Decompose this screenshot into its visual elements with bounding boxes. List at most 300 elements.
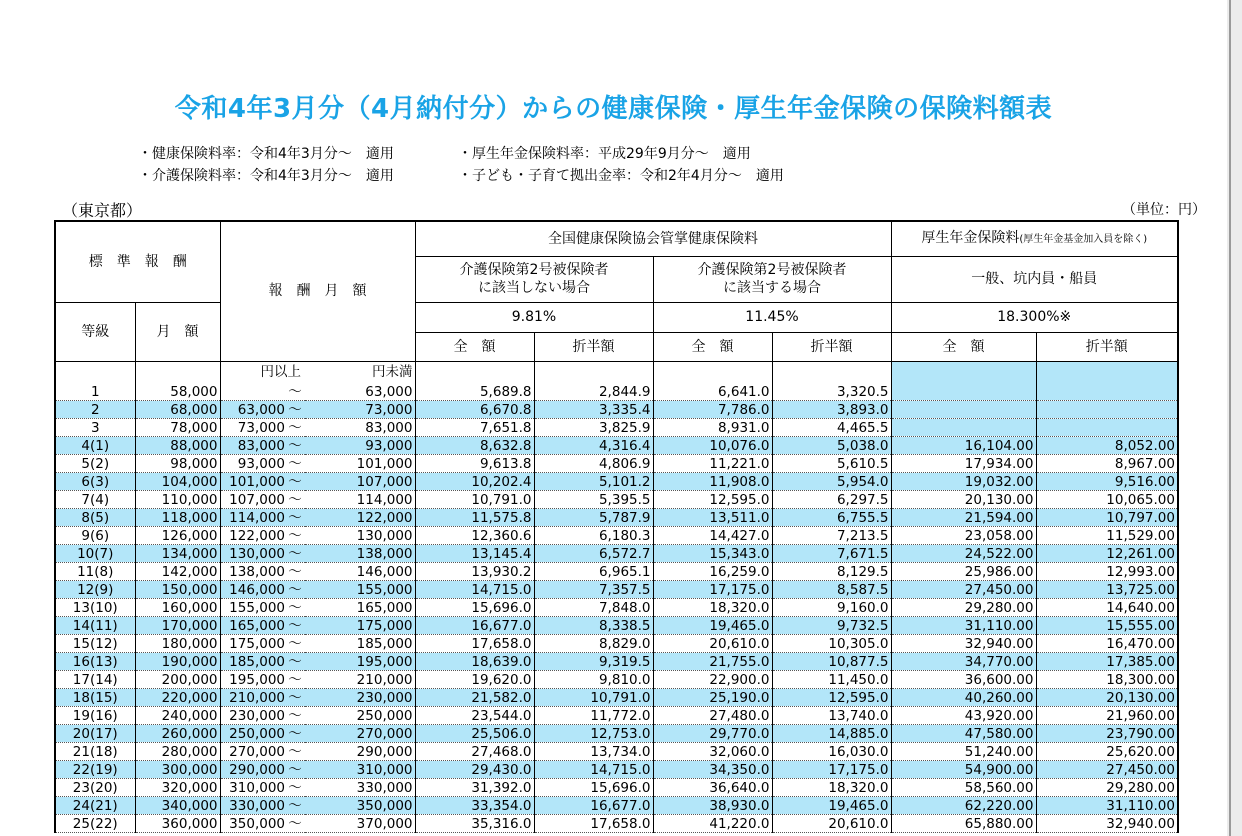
nonkaigo-half-cell: 4,806.9 [534, 455, 653, 473]
monthly-cell: 104,000 [135, 473, 220, 491]
kosei-half-cell: 32,940.00 [1036, 815, 1178, 833]
nonkaigo-half-cell: 3,335.4 [534, 401, 653, 419]
tilde-mark: ～ [288, 689, 302, 706]
kosei-full-cell: 34,770.00 [891, 653, 1036, 671]
range-to-cell: 155,000 [305, 581, 415, 599]
kosei-half-cell: 20,130.00 [1036, 689, 1178, 707]
monthly-cell: 200,000 [135, 671, 220, 689]
table-row [55, 599, 1178, 617]
grade-cell: 3 [55, 419, 135, 437]
range-from-cell [220, 653, 305, 671]
table-row [55, 383, 1178, 401]
nonkaigo-full-cell: 15,696.0 [415, 599, 534, 617]
kaigo-full-cell: 22,900.0 [653, 671, 772, 689]
table-body [55, 361, 1178, 833]
rate-health: ・健康保険料率：令和4年3月分～ 適用 [138, 146, 394, 162]
unit-label: （単位：円） [1122, 202, 1206, 218]
range-to-cell: 138,000 [305, 545, 415, 563]
nonkaigo-full-cell: 19,620.0 [415, 671, 534, 689]
range-from-cell [220, 545, 305, 563]
kosei-full-cell: 17,934.00 [891, 455, 1036, 473]
kosei-half-cell: 16,470.00 [1036, 635, 1178, 653]
range-from-cell [220, 419, 305, 437]
range-from-cell [220, 725, 305, 743]
kaigo-full-cell: 34,350.0 [653, 761, 772, 779]
nonkaigo-half-cell: 17,658.0 [534, 815, 653, 833]
kaigo-full-cell: 25,190.0 [653, 689, 772, 707]
kaigo-half-cell: 19,465.0 [772, 797, 891, 815]
kosei-half-cell [1036, 419, 1178, 437]
kaigo-half-cell: 5,038.0 [772, 437, 891, 455]
range-from-value: 138,000 [229, 563, 285, 580]
kosei-full-cell: 62,220.00 [891, 797, 1036, 815]
range-to-cell: 330,000 [305, 779, 415, 797]
range-from-cell [220, 617, 305, 635]
range-to-cell: 370,000 [305, 815, 415, 833]
range-from-cell [220, 599, 305, 617]
nonkaigo-half-cell: 6,965.1 [534, 563, 653, 581]
kosei-half-cell: 17,385.00 [1036, 653, 1178, 671]
range-from-cell [220, 437, 305, 455]
tilde-mark: ～ [288, 437, 302, 454]
kosei-full-cell: 23,058.00 [891, 527, 1036, 545]
kosei-half-cell: 31,110.00 [1036, 797, 1178, 815]
range-from-value: 195,000 [229, 671, 285, 688]
tilde-mark: ～ [288, 455, 302, 472]
range-to-cell: 83,000 [305, 419, 415, 437]
kosei-title: 厚生年金保険料 [921, 229, 1020, 246]
full-header: 全 額 [415, 332, 534, 361]
standard-pay-header: 標 準 報 酬 [55, 221, 220, 302]
grade-cell: 5(2) [55, 455, 135, 473]
grade-cell: 15(12) [55, 635, 135, 653]
nonkaigo-half-cell: 3,825.9 [534, 419, 653, 437]
kaigo-full-cell: 7,786.0 [653, 401, 772, 419]
kaigo-full-cell: 36,640.0 [653, 779, 772, 797]
kosei-full-cell: 54,900.00 [891, 761, 1036, 779]
nonkaigo-half-cell: 14,715.0 [534, 761, 653, 779]
grade-cell: 1 [55, 383, 135, 401]
kaigo-half-cell: 5,610.5 [772, 455, 891, 473]
kaigo-half-cell: 3,320.5 [772, 383, 891, 401]
kaigo-half-cell: 4,465.5 [772, 419, 891, 437]
monthly-header: 月 額 [135, 302, 220, 361]
range-from-value: 310,000 [229, 779, 285, 796]
table-row [55, 527, 1178, 545]
kosei-half-cell: 21,960.00 [1036, 707, 1178, 725]
rate-kosei: 18.300%※ [891, 302, 1178, 332]
range-from-value: 185,000 [229, 653, 285, 670]
grade-cell: 2 [55, 401, 135, 419]
monthly-cell: 190,000 [135, 653, 220, 671]
kaigo-half-cell: 10,877.5 [772, 653, 891, 671]
kaigo-half-cell: 6,297.5 [772, 491, 891, 509]
tilde-mark: ～ [288, 653, 302, 670]
kosei-full-cell: 40,260.00 [891, 689, 1036, 707]
cell-empty [772, 361, 891, 383]
pay-range-header: 報 酬 月 額 [220, 221, 415, 361]
prefecture-label: （東京都） [62, 201, 143, 220]
kaigo-full-cell: 11,908.0 [653, 473, 772, 491]
monthly-cell: 180,000 [135, 635, 220, 653]
monthly-cell: 220,000 [135, 689, 220, 707]
page-title: 令和4年3月分（4月納付分）からの健康保険・厚生年金保険の保険料額表 [174, 94, 1053, 124]
grade-cell: 6(3) [55, 473, 135, 491]
kosei-half-cell: 13,725.00 [1036, 581, 1178, 599]
table-row [55, 455, 1178, 473]
range-from-value: 330,000 [229, 797, 285, 814]
range-from-value: 122,000 [229, 527, 285, 544]
tilde-mark: ～ [288, 491, 302, 508]
table-row [55, 797, 1178, 815]
monthly-cell: 110,000 [135, 491, 220, 509]
monthly-cell: 88,000 [135, 437, 220, 455]
monthly-cell: 320,000 [135, 779, 220, 797]
table-row [55, 689, 1178, 707]
monthly-cell: 58,000 [135, 383, 220, 401]
kosei-full-cell: 43,920.00 [891, 707, 1036, 725]
kosei-half-cell: 9,516.00 [1036, 473, 1178, 491]
range-from-value: 350,000 [229, 815, 285, 832]
cell-empty [534, 361, 653, 383]
grade-cell: 24(21) [55, 797, 135, 815]
range-to-cell: 114,000 [305, 491, 415, 509]
range-to-cell: 101,000 [305, 455, 415, 473]
kaigo-full-cell: 27,480.0 [653, 707, 772, 725]
cell-empty [135, 361, 220, 383]
nonkaigo-full-cell: 14,715.0 [415, 581, 534, 599]
nonkaigo-half-cell: 2,844.9 [534, 383, 653, 401]
kaigo-full-cell: 19,465.0 [653, 617, 772, 635]
grade-cell: 17(14) [55, 671, 135, 689]
table-row [55, 545, 1178, 563]
kosei-full-cell: 24,522.00 [891, 545, 1036, 563]
kaigo-full-cell: 6,641.0 [653, 383, 772, 401]
monthly-cell: 78,000 [135, 419, 220, 437]
monthly-cell: 134,000 [135, 545, 220, 563]
monthly-cell: 170,000 [135, 617, 220, 635]
range-from-value: 93,000 [237, 455, 285, 472]
kosei-half-cell: 27,450.00 [1036, 761, 1178, 779]
range-from-cell [220, 473, 305, 491]
tilde-mark: ～ [288, 563, 302, 580]
kaigo-half-cell: 20,610.0 [772, 815, 891, 833]
kosei-full-cell: 27,450.00 [891, 581, 1036, 599]
tilde-mark: ～ [288, 707, 302, 724]
nonkaigo-half-cell: 5,395.5 [534, 491, 653, 509]
nonkaigo-full-cell: 25,506.0 [415, 725, 534, 743]
table-row [55, 581, 1178, 599]
nonkaigo-full-cell: 6,670.8 [415, 401, 534, 419]
range-from-value: 130,000 [229, 545, 285, 562]
kaigo-half-cell: 7,213.5 [772, 527, 891, 545]
nonkaigo-full-cell: 7,651.8 [415, 419, 534, 437]
kaigo-half-cell: 7,671.5 [772, 545, 891, 563]
kaigo-half-cell: 11,450.0 [772, 671, 891, 689]
range-from-value: 210,000 [229, 689, 285, 706]
kaigo-half-cell: 8,129.5 [772, 563, 891, 581]
range-to-cell: 93,000 [305, 437, 415, 455]
kaigo-full-cell: 41,220.0 [653, 815, 772, 833]
grade-cell: 18(15) [55, 689, 135, 707]
nonkaigo-full-cell: 16,677.0 [415, 617, 534, 635]
range-to-cell: 73,000 [305, 401, 415, 419]
premium-table [54, 220, 1179, 833]
tilde-mark: ～ [288, 383, 302, 400]
scrollbar-track[interactable] [1227, 0, 1242, 836]
full-header: 全 額 [653, 332, 772, 361]
range-from-value: 101,000 [229, 473, 285, 490]
tilde-mark: ～ [288, 509, 302, 526]
table-row [55, 401, 1178, 419]
range-from-cell [220, 383, 305, 401]
table-row [55, 671, 1178, 689]
kaigo-half-cell: 13,740.0 [772, 707, 891, 725]
tilde-mark: ～ [288, 401, 302, 418]
kaigo-header: 介護保険第2号被保険者 に該当する場合 [653, 256, 891, 302]
tilde-mark: ～ [288, 599, 302, 616]
tilde-mark: ～ [288, 797, 302, 814]
range-from-value: 155,000 [229, 599, 285, 616]
kosei-half-cell [1036, 401, 1178, 419]
monthly-cell: 126,000 [135, 527, 220, 545]
rate-care: ・介護保険料率：令和4年3月分～ 適用 [138, 168, 394, 184]
range-from-cell [220, 491, 305, 509]
nonkaigo-full-cell: 5,689.8 [415, 383, 534, 401]
kaigo-full-cell: 21,755.0 [653, 653, 772, 671]
half-header: 折半額 [772, 332, 891, 361]
range-from-value: 230,000 [229, 707, 285, 724]
nonkaigo-half-cell: 16,677.0 [534, 797, 653, 815]
tilde-mark: ～ [288, 743, 302, 760]
kosei-half-cell: 10,065.00 [1036, 491, 1178, 509]
kaigo-full-cell: 17,175.0 [653, 581, 772, 599]
grade-cell: 16(13) [55, 653, 135, 671]
rate-childcare: ・子ども・子育て拠出金率：令和2年4月分～ 適用 [458, 168, 784, 184]
nonkaigo-half-cell: 12,753.0 [534, 725, 653, 743]
kosei-half-cell: 15,555.00 [1036, 617, 1178, 635]
kosei-note: (厚生年金基金加入員を除く) [1019, 233, 1148, 245]
nonkaigo-half-cell: 15,696.0 [534, 779, 653, 797]
monthly-cell: 360,000 [135, 815, 220, 833]
tilde-mark: ～ [288, 779, 302, 796]
kosei-full-cell: 36,600.00 [891, 671, 1036, 689]
nonkaigo-half-cell: 11,772.0 [534, 707, 653, 725]
range-from-cell [220, 509, 305, 527]
nonkaigo-half-cell: 13,734.0 [534, 743, 653, 761]
kaigo-full-cell: 13,511.0 [653, 509, 772, 527]
kosei-full-cell: 21,594.00 [891, 509, 1036, 527]
range-to-cell: 195,000 [305, 653, 415, 671]
grade-cell: 11(8) [55, 563, 135, 581]
range-to-cell: 185,000 [305, 635, 415, 653]
range-from-value: 175,000 [229, 635, 285, 652]
grade-cell: 23(20) [55, 779, 135, 797]
range-to-cell: 122,000 [305, 509, 415, 527]
nonkaigo-full-cell: 17,658.0 [415, 635, 534, 653]
range-from-cell [220, 635, 305, 653]
kosei-half-cell: 25,620.00 [1036, 743, 1178, 761]
tilde-mark: ～ [288, 581, 302, 598]
nonkaigo-half-cell: 5,787.9 [534, 509, 653, 527]
monthly-cell: 142,000 [135, 563, 220, 581]
kaigo-full-cell: 32,060.0 [653, 743, 772, 761]
range-from-value: 146,000 [229, 581, 285, 598]
grade-cell: 12(9) [55, 581, 135, 599]
kosei-half-cell [1036, 383, 1178, 401]
cell-empty [415, 361, 534, 383]
range-from-cell [220, 797, 305, 815]
kosei-full-cell [891, 383, 1036, 401]
kaigo-full-cell: 20,610.0 [653, 635, 772, 653]
monthly-cell: 300,000 [135, 761, 220, 779]
kaigo-half-cell: 14,885.0 [772, 725, 891, 743]
range-from-cell [220, 563, 305, 581]
monthly-cell: 260,000 [135, 725, 220, 743]
range-from-value: 165,000 [229, 617, 285, 634]
kaigo-half-cell: 9,732.5 [772, 617, 891, 635]
range-from-cell [220, 779, 305, 797]
table-row [55, 491, 1178, 509]
range-from-value: 63,000 [237, 401, 285, 418]
range-to-cell: 63,000 [305, 383, 415, 401]
nonkaigo-half-cell: 7,357.5 [534, 581, 653, 599]
grade-cell: 10(7) [55, 545, 135, 563]
grade-cell: 19(16) [55, 707, 135, 725]
tilde-mark: ～ [288, 617, 302, 634]
range-to-cell: 107,000 [305, 473, 415, 491]
tilde-mark: ～ [288, 761, 302, 778]
kosei-header [891, 221, 1178, 256]
table-row [55, 509, 1178, 527]
range-from-value: 107,000 [229, 491, 285, 508]
tilde-mark: ～ [288, 815, 302, 832]
grade-cell: 13(10) [55, 599, 135, 617]
nonkaigo-full-cell: 33,354.0 [415, 797, 534, 815]
table-row [55, 617, 1178, 635]
table-row [55, 779, 1178, 797]
monthly-cell: 118,000 [135, 509, 220, 527]
rate-kaigo: 11.45% [653, 302, 891, 332]
table-row [55, 563, 1178, 581]
kaigo-full-cell: 15,343.0 [653, 545, 772, 563]
half-header: 折半額 [534, 332, 653, 361]
table-row [55, 743, 1178, 761]
nonkaigo-full-cell: 10,791.0 [415, 491, 534, 509]
full-header: 全 額 [891, 332, 1036, 361]
monthly-cell: 340,000 [135, 797, 220, 815]
range-to-cell: 350,000 [305, 797, 415, 815]
kaigo-full-cell: 12,595.0 [653, 491, 772, 509]
nonkaigo-half-cell: 6,180.3 [534, 527, 653, 545]
kaigo-full-cell: 10,076.0 [653, 437, 772, 455]
kosei-full-cell: 19,032.00 [891, 473, 1036, 491]
nonkaigo-half-cell: 6,572.7 [534, 545, 653, 563]
nonkaigo-half-cell: 9,319.5 [534, 653, 653, 671]
tilde-mark: ～ [288, 419, 302, 436]
grade-cell: 20(17) [55, 725, 135, 743]
kaigo-half-cell: 12,595.0 [772, 689, 891, 707]
nonkaigo-half-cell: 8,829.0 [534, 635, 653, 653]
range-to-cell: 250,000 [305, 707, 415, 725]
range-to-cell: 130,000 [305, 527, 415, 545]
monthly-cell: 280,000 [135, 743, 220, 761]
kosei-full-cell: 16,104.00 [891, 437, 1036, 455]
table-row [55, 707, 1178, 725]
range-to-cell: 165,000 [305, 599, 415, 617]
kosei-full-cell [891, 401, 1036, 419]
kosei-half-cell: 14,640.00 [1036, 599, 1178, 617]
from-label: 円以上 [220, 361, 305, 383]
kaigo-full-cell: 38,930.0 [653, 797, 772, 815]
tilde-mark: ～ [288, 671, 302, 688]
cell-empty [55, 361, 135, 383]
nonkaigo-half-cell: 8,338.5 [534, 617, 653, 635]
table-row [55, 653, 1178, 671]
grade-header: 等級 [55, 302, 135, 361]
monthly-cell: 160,000 [135, 599, 220, 617]
nonkaigo-full-cell: 11,575.8 [415, 509, 534, 527]
tilde-mark: ～ [288, 545, 302, 562]
table-row [55, 725, 1178, 743]
monthly-cell: 150,000 [135, 581, 220, 599]
grade-cell: 8(5) [55, 509, 135, 527]
kosei-full-cell: 65,880.00 [891, 815, 1036, 833]
range-from-cell [220, 527, 305, 545]
kosei-full-cell: 32,940.00 [891, 635, 1036, 653]
range-to-cell: 210,000 [305, 671, 415, 689]
table-row [55, 635, 1178, 653]
kaigo-full-cell: 14,427.0 [653, 527, 772, 545]
range-from-cell [220, 815, 305, 833]
nonkaigo-full-cell: 29,430.0 [415, 761, 534, 779]
kosei-full-cell: 58,560.00 [891, 779, 1036, 797]
grade-cell: 9(6) [55, 527, 135, 545]
kaigo-half-cell: 6,755.5 [772, 509, 891, 527]
nonkaigo-full-cell: 12,360.6 [415, 527, 534, 545]
monthly-cell: 240,000 [135, 707, 220, 725]
range-to-cell: 270,000 [305, 725, 415, 743]
grade-cell: 4(1) [55, 437, 135, 455]
tilde-mark: ～ [288, 527, 302, 544]
table-row [55, 815, 1178, 833]
nonkaigo-full-cell: 8,632.8 [415, 437, 534, 455]
range-from-cell [220, 689, 305, 707]
nonkaigo-half-cell: 9,810.0 [534, 671, 653, 689]
grade-cell: 21(18) [55, 743, 135, 761]
kaigo-full-cell: 29,770.0 [653, 725, 772, 743]
nonkaigo-full-cell: 31,392.0 [415, 779, 534, 797]
kosei-full-cell: 25,986.00 [891, 563, 1036, 581]
table-row [55, 437, 1178, 455]
range-from-cell [220, 581, 305, 599]
range-from-value: 83,000 [237, 437, 285, 454]
kaigo-full-cell: 16,259.0 [653, 563, 772, 581]
grade-cell: 25(22) [55, 815, 135, 833]
kaigo-half-cell: 9,160.0 [772, 599, 891, 617]
tilde-mark: ～ [288, 473, 302, 490]
kaigo-half-cell: 8,587.5 [772, 581, 891, 599]
kenpo-header: 全国健康保険協会管掌健康保険料 [415, 221, 891, 256]
nonkaigo-header: 介護保険第2号被保険者 に該当しない場合 [415, 256, 653, 302]
nonkaigo-full-cell: 9,613.8 [415, 455, 534, 473]
nonkaigo-full-cell: 10,202.4 [415, 473, 534, 491]
nonkaigo-full-cell: 23,544.0 [415, 707, 534, 725]
rate-nonkaigo: 9.81% [415, 302, 653, 332]
range-from-value: 250,000 [229, 725, 285, 742]
kosei-half-cell: 8,052.00 [1036, 437, 1178, 455]
nonkaigo-full-cell: 21,582.0 [415, 689, 534, 707]
